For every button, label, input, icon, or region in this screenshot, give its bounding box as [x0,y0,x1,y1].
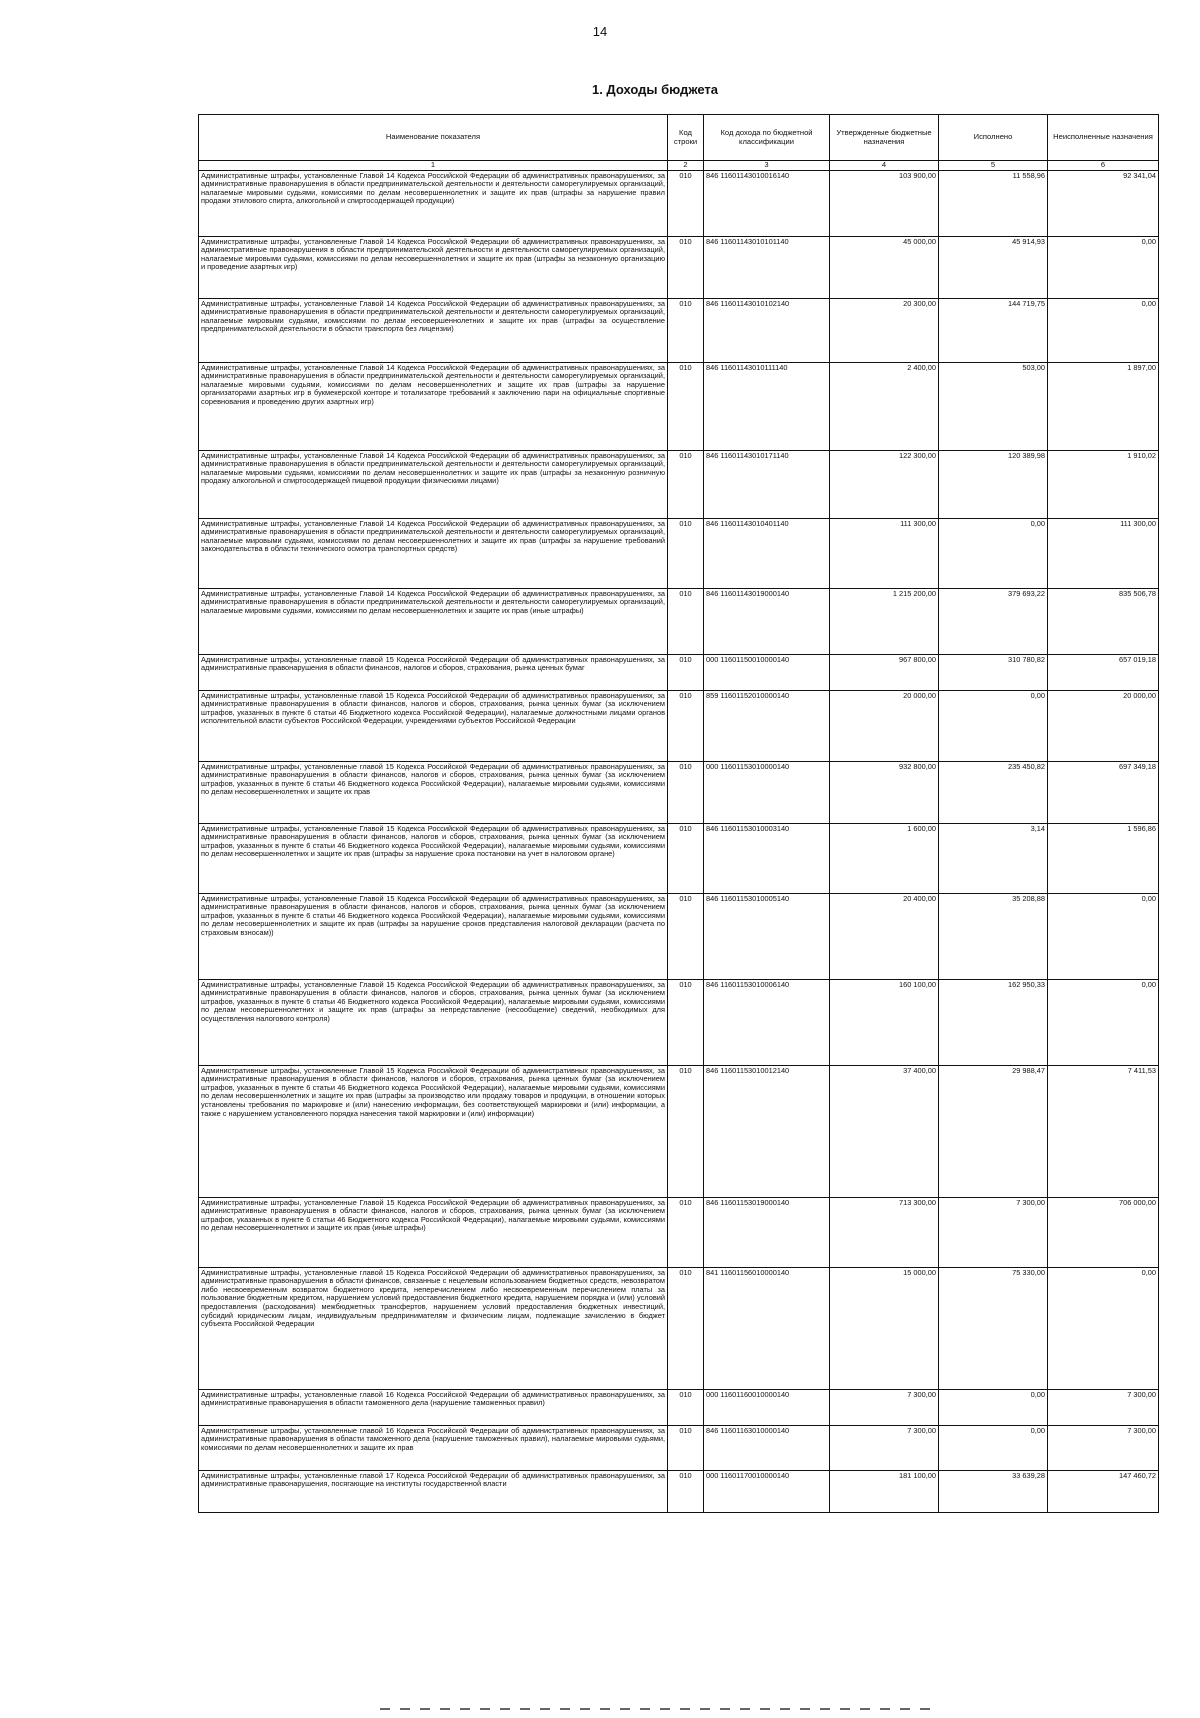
column-number: 4 [830,161,939,171]
header-unexecuted: Неисполненные назначения [1048,115,1159,161]
executed-value: 33 639,28 [939,1470,1048,1512]
indicator-name: Административные штрафы, установленные главой 16 Кодекса Российской Федерации об административных правонарушениях, за административные правонарушения в области таможенного дела (нарушение таможенных правил) [199,1389,668,1425]
unexecuted-value: 92 341,04 [1048,170,1159,236]
executed-value: 75 330,00 [939,1267,1048,1389]
income-code: 846 11601153019000140 [704,1197,830,1267]
unexecuted-value: 7 411,53 [1048,1065,1159,1197]
indicator-name: Административные штрафы, установленные Главой 14 Кодекса Российской Федерации об административных правонарушениях, за административные правонарушения в области предпринимательской деятельности и деятельности саморегулируемых организаций, налагаемые мировыми судьями, комиссиями по делам несовершеннолетних и защите их прав (штрафы за нарушение требований законодательства в области технического осмотра транспортных средств) [199,518,668,588]
executed-value: 0,00 [939,518,1048,588]
line-code: 010 [668,450,704,518]
executed-value: 35 208,88 [939,893,1048,979]
unexecuted-value: 111 300,00 [1048,518,1159,588]
indicator-name: Административные штрафы, установленные Главой 15 Кодекса Российской Федерации об административных правонарушениях, за административные правонарушения в области финансов, налогов и сборов, страхования, рынка ценных бумаг (за исключением штрафов, указанных в пункте 6 статьи 46 Бюджетного кодекса Российской Федерации), налагаемые мировыми судьями, комиссиями по делам несовершеннолетних и защите их прав (штрафы за непредставление (несообщение) сведений, необходимых для осуществления налогового контроля) [199,979,668,1065]
indicator-name: Административные штрафы, установленные Главой 14 Кодекса Российской Федерации об административных правонарушениях, за административные правонарушения в области предпринимательской деятельности и деятельности саморегулируемых организаций, налагаемые мировыми судьями, комиссиями по делам несовершеннолетних и защите их прав (штрафы за нарушение правил продажи этилового спирта, алкогольной и спиртосодержащей продукции) [199,170,668,236]
line-code: 010 [668,823,704,893]
executed-value: 235 450,82 [939,761,1048,823]
table-row [199,588,1159,654]
line-code: 010 [668,654,704,690]
line-code: 010 [668,362,704,450]
table-row [199,979,1159,1065]
approved-value: 37 400,00 [830,1065,939,1197]
page-number: 14 [592,24,608,39]
approved-value: 15 000,00 [830,1267,939,1389]
table-row [199,1065,1159,1197]
line-code: 010 [668,979,704,1065]
executed-value: 7 300,00 [939,1197,1048,1267]
table-row [199,893,1159,979]
budget-income-table [198,114,1159,1513]
column-number: 6 [1048,161,1159,171]
table-row [199,654,1159,690]
column-number: 3 [704,161,830,171]
unexecuted-value: 1 897,00 [1048,362,1159,450]
line-code: 010 [668,690,704,761]
line-code: 010 [668,298,704,362]
indicator-name: Административные штрафы, установленные главой 17 Кодекса Российской Федерации об административных правонарушениях, за административные правонарушения, посягающие на институты государственной власти [199,1470,668,1512]
line-code: 010 [668,1065,704,1197]
income-code: 846 11601153010006140 [704,979,830,1065]
table-row [199,823,1159,893]
header-indicator-name: Наименование показателя [199,115,668,161]
column-number: 2 [668,161,704,171]
approved-value: 122 300,00 [830,450,939,518]
unexecuted-value: 657 019,18 [1048,654,1159,690]
line-code: 010 [668,1197,704,1267]
table-row [199,362,1159,450]
income-code: 846 11601143010102140 [704,298,830,362]
table-row [199,1389,1159,1425]
executed-value: 3,14 [939,823,1048,893]
income-code: 859 11601152010000140 [704,690,830,761]
income-code: 000 11601150010000140 [704,654,830,690]
indicator-name: Административные штрафы, установленные Главой 15 Кодекса Российской Федерации об административных правонарушениях, за административные правонарушения в области финансов, налогов и сборов, страхования, рынка ценных бумаг (за исключением штрафов, указанных в пункте 6 статьи 46 Бюджетного кодекса Российской Федерации), налагаемые мировыми судьями, комиссиями по делам несовершеннолетних и защите их прав (иные штрафы) [199,1197,668,1267]
column-number-row [199,161,1159,171]
column-number: 5 [939,161,1048,171]
table-row [199,170,1159,236]
executed-value: 0,00 [939,690,1048,761]
executed-value: 0,00 [939,1389,1048,1425]
unexecuted-value: 1 596,86 [1048,823,1159,893]
approved-value: 7 300,00 [830,1425,939,1470]
income-code: 841 11601156010000140 [704,1267,830,1389]
income-code: 000 11601160010000140 [704,1389,830,1425]
table-row [199,236,1159,298]
unexecuted-value: 7 300,00 [1048,1389,1159,1425]
income-code: 846 11601153010003140 [704,823,830,893]
indicator-name: Административные штрафы, установленные главой 15 Кодекса Российской Федерации об административных правонарушениях, за административные правонарушения в области финансов, связанные с нецелевым использованием бюджетных средств, невозвратом либо несвоевременным возвратом бюджетного кредита, неперечислением либо несвоевременным перечислением платы за пользование бюджетным кредитом, нарушением условий предоставления бюджетного кредита, нарушением порядка и (или) условий предоставления (расходования) межбюджетных трансфертов, нарушением условий предоставления бюджетных инвестиций, субсидий юридическим лицам, индивидуальным предпринимателям и физическим лицам, подлежащие зачислению в бюджет субъекта Российской Федерации [199,1267,668,1389]
scan-footer-marks [380,1708,940,1710]
header-executed: Исполнено [939,115,1048,161]
executed-value: 503,00 [939,362,1048,450]
table-row [199,690,1159,761]
executed-value: 310 780,82 [939,654,1048,690]
indicator-name: Административные штрафы, установленные Главой 15 Кодекса Российской Федерации об административных правонарушениях, за административные правонарушения в области финансов, налогов и сборов, страхования, рынка ценных бумаг (за исключением штрафов, указанных в пункте 6 статьи 46 Бюджетного кодекса Российской Федерации), налагаемые мировыми судьями, комиссиями по делам несовершеннолетних и защите их прав (штрафы за производство или продажу товаров и продукции, в отношении которых установлены требования по маркировке и (или) нанесению информации, без соответствующей маркировки и (или) информации, а также с нарушением установленного порядка нанесения такой маркировки и (или) информации) [199,1065,668,1197]
line-code: 010 [668,170,704,236]
line-code: 010 [668,893,704,979]
executed-value: 379 693,22 [939,588,1048,654]
unexecuted-value: 1 910,02 [1048,450,1159,518]
income-code: 846 11601143019000140 [704,588,830,654]
table-row [199,761,1159,823]
unexecuted-value: 7 300,00 [1048,1425,1159,1470]
line-code: 010 [668,761,704,823]
indicator-name: Административные штрафы, установленные Главой 14 Кодекса Российской Федерации об административных правонарушениях, за административные правонарушения в области предпринимательской деятельности и деятельности саморегулируемых организаций, налагаемые мировыми судьями, комиссиями по делам несовершеннолетних и защите их прав (штрафы за осуществление предпринимательской деятельности в области транспорта без лицензии) [199,298,668,362]
line-code: 010 [668,236,704,298]
income-code: 846 11601143010016140 [704,170,830,236]
unexecuted-value: 0,00 [1048,979,1159,1065]
column-number: 1 [199,161,668,171]
income-code: 846 11601143010171140 [704,450,830,518]
executed-value: 144 719,75 [939,298,1048,362]
approved-value: 1 215 200,00 [830,588,939,654]
indicator-name: Административные штрафы, установленные Главой 15 Кодекса Российской Федерации об административных правонарушениях, за административные правонарушения в области финансов, налогов и сборов, страхования, рынка ценных бумаг (за исключением штрафов, указанных в пункте 6 статьи 46 Бюджетного кодекса Российской Федерации), налагаемые мировыми судьями, комиссиями по делам несовершеннолетних и защите их прав (штрафы за нарушение сроков представления налоговой декларации (расчета по страховым взносам)) [199,893,668,979]
header-line-code: Код строки [668,115,704,161]
executed-value: 162 950,33 [939,979,1048,1065]
table-row [199,1425,1159,1470]
line-code: 010 [668,1425,704,1470]
indicator-name: Административные штрафы, установленные главой 15 Кодекса Российской Федерации об административных правонарушениях, за административные правонарушения в области финансов, налогов и сборов, страхования, рынка ценных бумаг (за исключением штрафов, указанных в пункте 6 статьи 46 Бюджетного кодекса Российской Федерации), налагаемые мировыми судьями, комиссиями по делам несовершеннолетних и защите их прав [199,761,668,823]
table-row [199,1470,1159,1512]
approved-value: 20 300,00 [830,298,939,362]
executed-value: 45 914,93 [939,236,1048,298]
unexecuted-value: 147 460,72 [1048,1470,1159,1512]
table-row [199,518,1159,588]
unexecuted-value: 0,00 [1048,298,1159,362]
executed-value: 0,00 [939,1425,1048,1470]
indicator-name: Административные штрафы, установленные Главой 14 Кодекса Российской Федерации об административных правонарушениях, за административные правонарушения в области предпринимательской деятельности и деятельности саморегулируемых организаций, налагаемые мировыми судьями, комиссиями по делам несовершеннолетних и защите их прав (штрафы за незаконную розничную продажу алкогольной и спиртосодержащей пищевой продукции физическими лицами) [199,450,668,518]
approved-value: 20 000,00 [830,690,939,761]
indicator-name: Административные штрафы, установленные Главой 14 Кодекса Российской Федерации об административных правонарушениях, за административные правонарушения в области предпринимательской деятельности и деятельности саморегулируемых организаций, налагаемые мировыми судьями, комиссиями по делам несовершеннолетних и защите их прав (иные штрафы) [199,588,668,654]
header-row [199,115,1159,161]
header-approved: Утвержденные бюджетные назначения [830,115,939,161]
approved-value: 103 900,00 [830,170,939,236]
line-code: 010 [668,1389,704,1425]
approved-value: 2 400,00 [830,362,939,450]
line-code: 010 [668,518,704,588]
unexecuted-value: 706 000,00 [1048,1197,1159,1267]
executed-value: 29 988,47 [939,1065,1048,1197]
line-code: 010 [668,1470,704,1512]
indicator-name: Административные штрафы, установленные главой 15 Кодекса Российской Федерации об административных правонарушениях, за административные правонарушения в области финансов, налогов и сборов, страхования, рынка ценных бумаг (за исключением штрафов, указанных в пункте 6 статьи 46 Бюджетного кодекса Российской Федерации), налагаемые должностными лицами органов исполнительной власти субъектов Российской Федерации, учреждениями субъектов Российской Федерации [199,690,668,761]
indicator-name: Административные штрафы, установленные главой 15 Кодекса Российской Федерации об административных правонарушениях, за административные правонарушения в области финансов, налогов и сборов, страхования, рынка ценных бумаг [199,654,668,690]
executed-value: 120 389,98 [939,450,1048,518]
table-row [199,1267,1159,1389]
unexecuted-value: 0,00 [1048,893,1159,979]
header-income-code: Код дохода по бюджетной классификации [704,115,830,161]
unexecuted-value: 20 000,00 [1048,690,1159,761]
unexecuted-value: 0,00 [1048,1267,1159,1389]
table-row [199,450,1159,518]
indicator-name: Административные штрафы, установленные Главой 14 Кодекса Российской Федерации об административных правонарушениях, за административные правонарушения в области предпринимательской деятельности и деятельности саморегулируемых организаций, налагаемые мировыми судьями, комиссиями по делам несовершеннолетних и защите их прав (штрафы за нарушение организаторами азартных игр в букмекерской конторе и тотализаторе требований к заключению пари на официальные спортивные соревнования и проведению других азартных игр) [199,362,668,450]
approved-value: 111 300,00 [830,518,939,588]
unexecuted-value: 835 506,78 [1048,588,1159,654]
line-code: 010 [668,588,704,654]
income-code: 000 11601153010000140 [704,761,830,823]
indicator-name: Административные штрафы, установленные Главой 15 Кодекса Российской Федерации об административных правонарушениях, за административные правонарушения в области финансов, налогов и сборов, страхования, рынка ценных бумаг (за исключением штрафов, указанных в пункте 6 статьи 46 Бюджетного кодекса Российской Федерации), налагаемые мировыми судьями, комиссиями по делам несовершеннолетних и защите их прав (штрафы за нарушение срока постановки на учет в налоговом органе) [199,823,668,893]
income-code: 846 11601143010111140 [704,362,830,450]
income-code: 846 11601143010101140 [704,236,830,298]
table-row [199,1197,1159,1267]
approved-value: 713 300,00 [830,1197,939,1267]
approved-value: 45 000,00 [830,236,939,298]
section-title: 1. Доходы бюджета [591,82,719,97]
income-code: 000 11601170010000140 [704,1470,830,1512]
executed-value: 11 558,96 [939,170,1048,236]
approved-value: 967 800,00 [830,654,939,690]
indicator-name: Административные штрафы, установленные Главой 14 Кодекса Российской Федерации об административных правонарушениях, за административные правонарушения в области предпринимательской деятельности и деятельности саморегулируемых организаций, налагаемые мировыми судьями, комиссиями по делам несовершеннолетних и защите их прав (штрафы за незаконную организацию и проведение азартных игр) [199,236,668,298]
approved-value: 932 800,00 [830,761,939,823]
unexecuted-value: 697 349,18 [1048,761,1159,823]
approved-value: 1 600,00 [830,823,939,893]
table-body [199,170,1159,1512]
indicator-name: Административные штрафы, установленные главой 16 Кодекса Российской Федерации об административных правонарушениях, за административные правонарушения в области таможенного дела (нарушение таможенных правил), налагаемые мировыми судьями, комиссиями по делам несовершеннолетних и защите их прав [199,1425,668,1470]
income-code: 846 11601153010012140 [704,1065,830,1197]
table-row [199,298,1159,362]
approved-value: 20 400,00 [830,893,939,979]
approved-value: 160 100,00 [830,979,939,1065]
approved-value: 7 300,00 [830,1389,939,1425]
approved-value: 181 100,00 [830,1470,939,1512]
income-code: 846 11601143010401140 [704,518,830,588]
income-code: 846 11601163010000140 [704,1425,830,1470]
income-code: 846 11601153010005140 [704,893,830,979]
line-code: 010 [668,1267,704,1389]
unexecuted-value: 0,00 [1048,236,1159,298]
